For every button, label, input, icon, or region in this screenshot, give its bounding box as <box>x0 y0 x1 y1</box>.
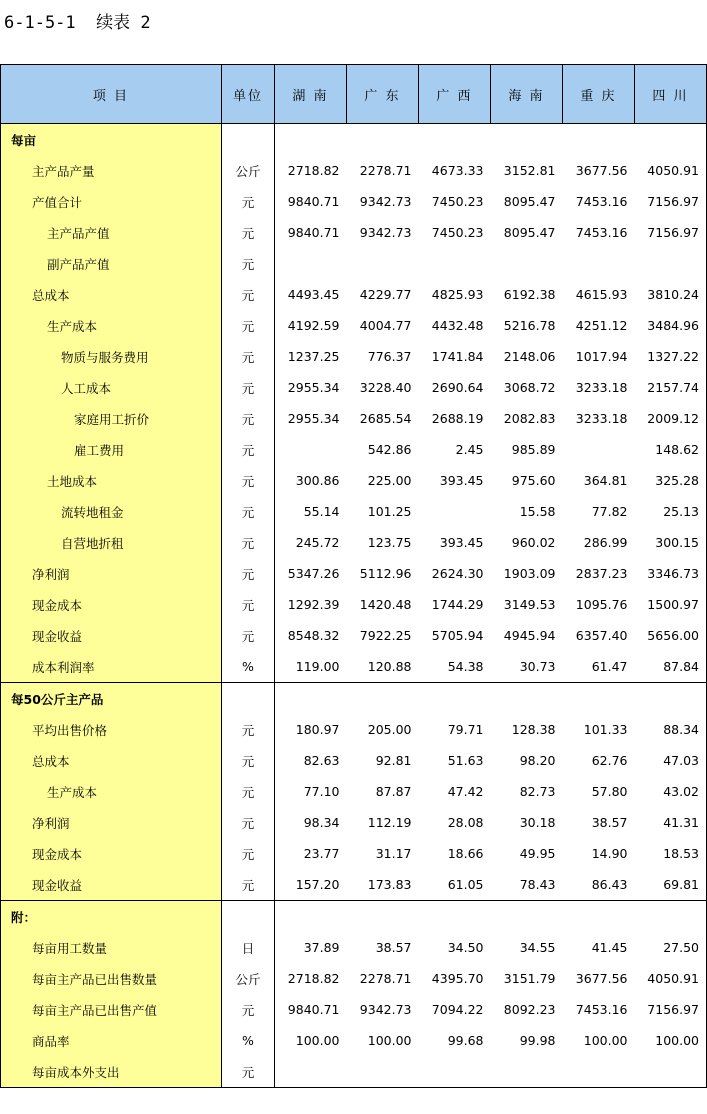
header-unit: 单位 <box>222 65 275 124</box>
table-row <box>1 279 707 310</box>
value-cell: 1327.22 <box>635 341 707 372</box>
value-cell: 51.63 <box>447 753 484 768</box>
value-cell <box>275 124 347 156</box>
table-row <box>1 714 707 745</box>
row-unit: 元 <box>222 186 275 217</box>
row-label: 流转地租金 <box>1 496 222 527</box>
row-unit: 元 <box>222 372 275 403</box>
row-unit: 元 <box>222 1056 275 1088</box>
value-cell: 43.02 <box>635 776 707 807</box>
value-cell: 77.82 <box>591 504 628 519</box>
row-unit: 元 <box>222 527 275 558</box>
table-row <box>1 155 707 186</box>
table-body <box>1 124 707 1088</box>
row-unit: 元 <box>222 341 275 372</box>
value-cell: 41.31 <box>635 807 707 838</box>
value-cell: 7922.25 <box>359 628 412 643</box>
value-cell: 99.68 <box>447 1033 484 1048</box>
row-label: 现金成本 <box>1 589 222 620</box>
value-cell <box>635 683 707 715</box>
value-cell: 8095.47 <box>503 194 556 209</box>
value-cell: 6192.38 <box>503 287 556 302</box>
value-cell: 30.73 <box>519 659 556 674</box>
row-unit: 元 <box>222 217 275 248</box>
table-row <box>1 838 707 869</box>
value-cell <box>419 248 491 279</box>
value-cell: 8548.32 <box>275 620 347 651</box>
table-row <box>1 963 707 994</box>
value-cell <box>491 1056 563 1088</box>
value-cell: 5705.94 <box>431 628 484 643</box>
value-cell: 985.89 <box>511 442 556 457</box>
value-cell: 4432.48 <box>431 318 484 333</box>
row-label: 净利润 <box>1 807 222 838</box>
value-cell: 225.00 <box>367 473 412 488</box>
value-cell: 7453.16 <box>575 225 628 240</box>
value-cell: 5347.26 <box>275 558 347 589</box>
value-cell: 4395.70 <box>431 971 484 986</box>
row-unit: 元 <box>222 807 275 838</box>
row-label: 物质与服务费用 <box>1 341 222 372</box>
value-cell <box>563 901 635 933</box>
value-cell: 286.99 <box>583 535 628 550</box>
table-row <box>1 496 707 527</box>
value-cell: 148.62 <box>635 434 707 465</box>
value-cell <box>347 124 419 156</box>
value-cell: 245.72 <box>275 527 347 558</box>
value-cell: 2690.64 <box>431 380 484 395</box>
row-label: 每亩用工数量 <box>1 932 222 963</box>
value-cell: 7156.97 <box>635 186 707 217</box>
value-cell: 23.77 <box>275 838 347 869</box>
table-row <box>1 403 707 434</box>
value-cell: 57.80 <box>591 784 628 799</box>
value-cell <box>347 901 419 933</box>
value-cell: 100.00 <box>635 1025 707 1056</box>
value-cell: 82.63 <box>275 745 347 776</box>
row-label: 土地成本 <box>1 465 222 496</box>
value-cell: 3346.73 <box>635 558 707 589</box>
value-cell: 30.18 <box>519 815 556 830</box>
value-cell: 3149.53 <box>503 597 556 612</box>
row-label: 总成本 <box>1 279 222 310</box>
value-cell: 38.57 <box>591 815 628 830</box>
value-cell: 9342.73 <box>359 1002 412 1017</box>
value-cell: 1741.84 <box>431 349 484 364</box>
header-chongqing: 重 庆 <box>563 65 635 124</box>
value-cell: 2278.71 <box>359 971 412 986</box>
value-cell: 101.25 <box>367 504 412 519</box>
row-label: 成本利润率 <box>1 651 222 683</box>
value-cell: 1500.97 <box>635 589 707 620</box>
table-header-row <box>1 65 707 124</box>
value-cell: 25.13 <box>635 496 707 527</box>
value-cell: 7450.23 <box>431 194 484 209</box>
value-cell: 128.38 <box>511 722 556 737</box>
value-cell: 2837.23 <box>575 566 628 581</box>
value-cell: 5112.96 <box>359 566 412 581</box>
row-label: 雇工费用 <box>1 434 222 465</box>
value-cell: 2718.82 <box>275 155 347 186</box>
row-label: 平均出售价格 <box>1 714 222 745</box>
table-row <box>1 248 707 279</box>
row-unit: 元 <box>222 620 275 651</box>
row-label: 每亩 <box>1 124 222 156</box>
row-unit: 元 <box>222 869 275 901</box>
row-label: 主产品产量 <box>1 155 222 186</box>
row-label: 附： <box>1 901 222 933</box>
value-cell: 393.45 <box>439 473 484 488</box>
row-unit: 元 <box>222 838 275 869</box>
table-row <box>1 1056 707 1088</box>
value-cell: 1420.48 <box>359 597 412 612</box>
table-row <box>1 776 707 807</box>
value-cell <box>563 1056 635 1088</box>
value-cell: 112.19 <box>367 815 412 830</box>
value-cell: 3068.72 <box>503 380 556 395</box>
cost-benefit-table <box>0 64 707 1088</box>
value-cell: 1292.39 <box>275 589 347 620</box>
table-section-row <box>1 124 707 156</box>
row-unit: 公斤 <box>222 155 275 186</box>
value-cell <box>275 434 347 465</box>
value-cell: 7453.16 <box>575 1002 628 1017</box>
value-cell: 4945.94 <box>503 628 556 643</box>
value-cell <box>635 124 707 156</box>
value-cell: 2685.54 <box>359 411 412 426</box>
row-unit: 元 <box>222 496 275 527</box>
value-cell: 9840.71 <box>275 186 347 217</box>
value-cell: 1017.94 <box>575 349 628 364</box>
value-cell <box>419 683 491 715</box>
row-label: 产值合计 <box>1 186 222 217</box>
value-cell: 4229.77 <box>359 287 412 302</box>
value-cell: 14.90 <box>591 846 628 861</box>
header-hunan: 湖 南 <box>275 65 347 124</box>
value-cell: 100.00 <box>275 1025 347 1056</box>
value-cell <box>635 1056 707 1088</box>
value-cell: 8095.47 <box>503 225 556 240</box>
value-cell: 4673.33 <box>431 163 484 178</box>
value-cell <box>275 683 347 715</box>
row-unit: 元 <box>222 279 275 310</box>
value-cell: 61.47 <box>591 659 628 674</box>
value-cell: 100.00 <box>583 1033 628 1048</box>
value-cell: 7453.16 <box>575 194 628 209</box>
value-cell: 205.00 <box>367 722 412 737</box>
value-cell: 28.08 <box>447 815 484 830</box>
row-unit: % <box>222 651 275 683</box>
value-cell: 9840.71 <box>275 217 347 248</box>
row-unit: 元 <box>222 434 275 465</box>
value-cell: 119.00 <box>275 651 347 683</box>
row-label: 现金收益 <box>1 869 222 901</box>
value-cell: 960.02 <box>511 535 556 550</box>
value-cell: 2955.34 <box>275 372 347 403</box>
header-guangxi: 广 西 <box>419 65 491 124</box>
value-cell: 47.03 <box>635 745 707 776</box>
value-cell: 31.17 <box>375 846 412 861</box>
value-cell: 2157.74 <box>635 372 707 403</box>
header-hainan: 海 南 <box>491 65 563 124</box>
value-cell: 120.88 <box>367 659 412 674</box>
header-item: 项 目 <box>1 65 222 124</box>
table-row <box>1 558 707 589</box>
row-unit: 元 <box>222 310 275 341</box>
value-cell: 99.98 <box>519 1033 556 1048</box>
row-unit: 元 <box>222 589 275 620</box>
value-cell: 82.73 <box>519 784 556 799</box>
value-cell <box>635 248 707 279</box>
value-cell <box>563 683 635 715</box>
value-cell: 4251.12 <box>575 318 628 333</box>
row-unit: 元 <box>222 714 275 745</box>
row-label: 人工成本 <box>1 372 222 403</box>
value-cell: 1095.76 <box>575 597 628 612</box>
value-cell <box>491 124 563 156</box>
row-unit <box>222 124 275 156</box>
page-title: 6-1-5-1 续表 2 <box>4 13 151 33</box>
value-cell: 1903.09 <box>503 566 556 581</box>
row-unit: 元 <box>222 403 275 434</box>
row-unit: 日 <box>222 932 275 963</box>
value-cell: 4825.93 <box>431 287 484 302</box>
table-row <box>1 994 707 1025</box>
value-cell: 2.45 <box>455 442 484 457</box>
value-cell <box>347 683 419 715</box>
value-cell <box>419 1056 491 1088</box>
value-cell <box>635 901 707 933</box>
row-label: 现金成本 <box>1 838 222 869</box>
value-cell: 5216.78 <box>503 318 556 333</box>
value-cell: 7156.97 <box>635 994 707 1025</box>
value-cell: 47.42 <box>447 784 484 799</box>
value-cell: 3677.56 <box>575 163 628 178</box>
value-cell: 9342.73 <box>359 225 412 240</box>
row-label: 每50公斤主产品 <box>1 683 222 715</box>
value-cell: 2009.12 <box>635 403 707 434</box>
value-cell: 2082.83 <box>503 411 556 426</box>
value-cell: 4050.91 <box>635 963 707 994</box>
value-cell: 2624.30 <box>431 566 484 581</box>
row-label: 主产品产值 <box>1 217 222 248</box>
table-row <box>1 807 707 838</box>
value-cell: 975.60 <box>511 473 556 488</box>
value-cell <box>419 901 491 933</box>
value-cell <box>491 901 563 933</box>
value-cell: 3677.56 <box>575 971 628 986</box>
value-cell: 5656.00 <box>635 620 707 651</box>
table-row <box>1 372 707 403</box>
value-cell: 393.45 <box>439 535 484 550</box>
value-cell: 18.66 <box>447 846 484 861</box>
table-row <box>1 1025 707 1056</box>
value-cell: 3228.40 <box>359 380 412 395</box>
value-cell: 3152.81 <box>503 163 556 178</box>
value-cell: 300.15 <box>635 527 707 558</box>
value-cell: 101.33 <box>583 722 628 737</box>
value-cell: 88.34 <box>635 714 707 745</box>
value-cell: 300.86 <box>275 465 347 496</box>
value-cell: 27.50 <box>635 932 707 963</box>
value-cell: 7094.22 <box>431 1002 484 1017</box>
value-cell: 9840.71 <box>275 994 347 1025</box>
value-cell: 3151.79 <box>503 971 556 986</box>
value-cell: 123.75 <box>367 535 412 550</box>
row-label: 总成本 <box>1 745 222 776</box>
row-label: 现金收益 <box>1 620 222 651</box>
value-cell: 37.89 <box>275 932 347 963</box>
value-cell: 173.83 <box>367 877 412 892</box>
value-cell: 77.10 <box>275 776 347 807</box>
value-cell: 98.20 <box>519 753 556 768</box>
value-cell: 86.43 <box>591 877 628 892</box>
row-unit: 元 <box>222 745 275 776</box>
row-unit: 元 <box>222 994 275 1025</box>
value-cell: 4050.91 <box>635 155 707 186</box>
row-unit <box>222 683 275 715</box>
value-cell <box>563 248 635 279</box>
value-cell: 4004.77 <box>359 318 412 333</box>
table-row <box>1 465 707 496</box>
value-cell: 41.45 <box>591 940 628 955</box>
value-cell: 98.34 <box>275 807 347 838</box>
value-cell: 1237.25 <box>275 341 347 372</box>
row-unit: 元 <box>222 558 275 589</box>
value-cell: 38.57 <box>375 940 412 955</box>
value-cell: 1744.29 <box>431 597 484 612</box>
row-label: 每亩主产品已出售数量 <box>1 963 222 994</box>
value-cell: 34.50 <box>447 940 484 955</box>
value-cell: 4615.93 <box>575 287 628 302</box>
table-row <box>1 527 707 558</box>
value-cell: 79.71 <box>447 722 484 737</box>
value-cell <box>563 434 635 465</box>
row-label: 每亩成本外支出 <box>1 1056 222 1088</box>
value-cell: 69.81 <box>635 869 707 901</box>
value-cell: 3233.18 <box>575 380 628 395</box>
value-cell <box>491 683 563 715</box>
value-cell: 2955.34 <box>275 403 347 434</box>
value-cell <box>347 248 419 279</box>
value-cell: 325.28 <box>635 465 707 496</box>
row-label: 商品率 <box>1 1025 222 1056</box>
value-cell: 92.81 <box>375 753 412 768</box>
value-cell: 62.76 <box>591 753 628 768</box>
row-label: 每亩主产品已出售产值 <box>1 994 222 1025</box>
row-unit <box>222 901 275 933</box>
value-cell: 9342.73 <box>359 194 412 209</box>
value-cell: 6357.40 <box>575 628 628 643</box>
table-row <box>1 341 707 372</box>
table-row <box>1 186 707 217</box>
value-cell: 18.53 <box>635 838 707 869</box>
value-cell: 2148.06 <box>503 349 556 364</box>
row-label: 家庭用工折价 <box>1 403 222 434</box>
value-cell: 7450.23 <box>431 225 484 240</box>
value-cell: 2278.71 <box>359 163 412 178</box>
row-unit: 元 <box>222 776 275 807</box>
value-cell: 4192.59 <box>275 310 347 341</box>
table-row <box>1 310 707 341</box>
value-cell <box>347 1056 419 1088</box>
value-cell: 78.43 <box>519 877 556 892</box>
value-cell: 8092.23 <box>503 1002 556 1017</box>
value-cell: 34.55 <box>519 940 556 955</box>
value-cell: 3484.96 <box>635 310 707 341</box>
row-label: 生产成本 <box>1 310 222 341</box>
value-cell: 61.05 <box>447 877 484 892</box>
value-cell: 2718.82 <box>275 963 347 994</box>
value-cell <box>275 248 347 279</box>
value-cell <box>275 1056 347 1088</box>
table-row <box>1 620 707 651</box>
table-row <box>1 745 707 776</box>
row-label: 净利润 <box>1 558 222 589</box>
value-cell: 180.97 <box>275 714 347 745</box>
value-cell <box>419 124 491 156</box>
value-cell: 54.38 <box>447 659 484 674</box>
value-cell: 100.00 <box>367 1033 412 1048</box>
header-guangdong: 广 东 <box>347 65 419 124</box>
value-cell: 87.87 <box>375 784 412 799</box>
value-cell: 87.84 <box>635 651 707 683</box>
value-cell: 49.95 <box>519 846 556 861</box>
table-row <box>1 434 707 465</box>
row-unit: 公斤 <box>222 963 275 994</box>
value-cell: 3810.24 <box>635 279 707 310</box>
value-cell <box>275 901 347 933</box>
row-label: 生产成本 <box>1 776 222 807</box>
value-cell: 4493.45 <box>275 279 347 310</box>
row-label: 自营地折租 <box>1 527 222 558</box>
value-cell: 55.14 <box>275 496 347 527</box>
value-cell: 364.81 <box>583 473 628 488</box>
table-section-row <box>1 683 707 715</box>
header-sichuan: 四 川 <box>635 65 707 124</box>
value-cell: 776.37 <box>367 349 412 364</box>
value-cell <box>563 124 635 156</box>
value-cell <box>491 248 563 279</box>
value-cell: 2688.19 <box>431 411 484 426</box>
row-unit: 元 <box>222 465 275 496</box>
table-row <box>1 651 707 683</box>
table-row <box>1 869 707 901</box>
value-cell: 157.20 <box>275 869 347 901</box>
value-cell: 542.86 <box>367 442 412 457</box>
value-cell: 3233.18 <box>575 411 628 426</box>
row-unit: 元 <box>222 248 275 279</box>
table-row <box>1 589 707 620</box>
table-row <box>1 932 707 963</box>
row-label: 副产品产值 <box>1 248 222 279</box>
table-row <box>1 217 707 248</box>
value-cell: 15.58 <box>519 504 556 519</box>
value-cell <box>419 496 491 527</box>
value-cell: 7156.97 <box>635 217 707 248</box>
table-section-row <box>1 901 707 933</box>
row-unit: % <box>222 1025 275 1056</box>
